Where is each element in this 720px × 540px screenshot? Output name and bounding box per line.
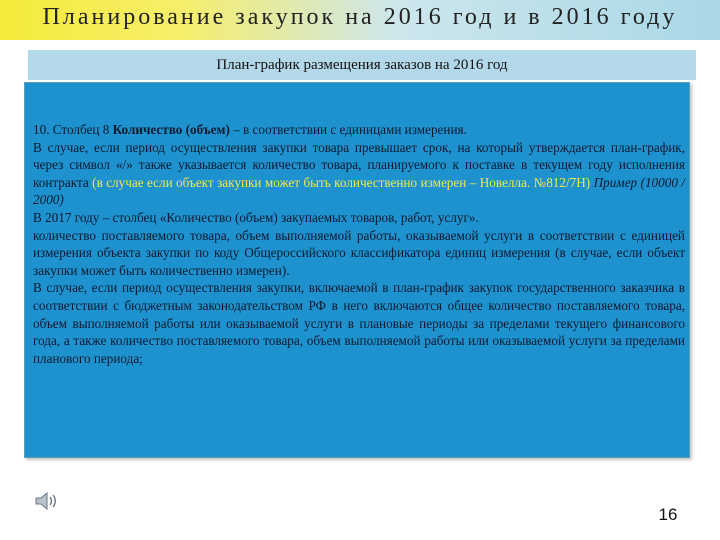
paragraph-1-main: В случае, если период осуществления закупки товара превышает срок, на который утверждается план-график, через символ «/» также указывается количество товара, планируемого к поставке в текущем году исполнения контракта (33, 139, 685, 190)
paragraph-2-end: если объект закупки может быть количественно измерен). (33, 245, 685, 278)
paragraph-2 (33, 227, 685, 280)
item-label: 10. Столбец 8 (33, 122, 113, 137)
content-text (33, 121, 685, 367)
title-bar (0, 0, 720, 40)
paragraph-2-intro: В 2017 году – столбец «Количество (объем) закупаемых товаров, работ, услуг». (33, 209, 479, 225)
item-paragraph (33, 121, 685, 139)
speaker-icon[interactable] (34, 490, 60, 512)
page-title: Планирование закупок на 2016 год и в 2016 году (42, 4, 678, 30)
paragraph-1 (33, 139, 685, 209)
item-rest: – в соответствии с единицами измерения. (229, 122, 467, 137)
paragraph-3: В случае, если период осуществления закупки, включаемой в план-график закупок государственного заказчика в соответствии с бюджетным законодательством РФ в него включаются общее количество поставляемого товара, объем выполняемой работы или оказываемой услуги в плановые периоды за пределами текущего финансового года, а также количество поставляемого товара, объем выполняемой работы или оказываемой услуги за пределами планового периода; (33, 280, 685, 366)
example-note: Пример (10000 / 2000) (33, 174, 685, 208)
item-bold-term: Количество (объем) (112, 122, 230, 137)
page-number: 16 (658, 505, 678, 524)
content-panel (24, 82, 690, 458)
subtitle-banner (28, 50, 696, 80)
paragraph-2-main: количество поставляемого товара, объем выполняемой работы, оказываемой услуги в соответствии с единицей измерения объекта закупки по коду Общероссийского классификатора единиц измерения (в случае, (33, 227, 685, 261)
novella-note: (в случае если объект закупки может быть количественно измерен – Новелла. №812/7Н) (92, 174, 591, 190)
subtitle-text: План-график размещения заказов на 2016 год (216, 57, 508, 73)
